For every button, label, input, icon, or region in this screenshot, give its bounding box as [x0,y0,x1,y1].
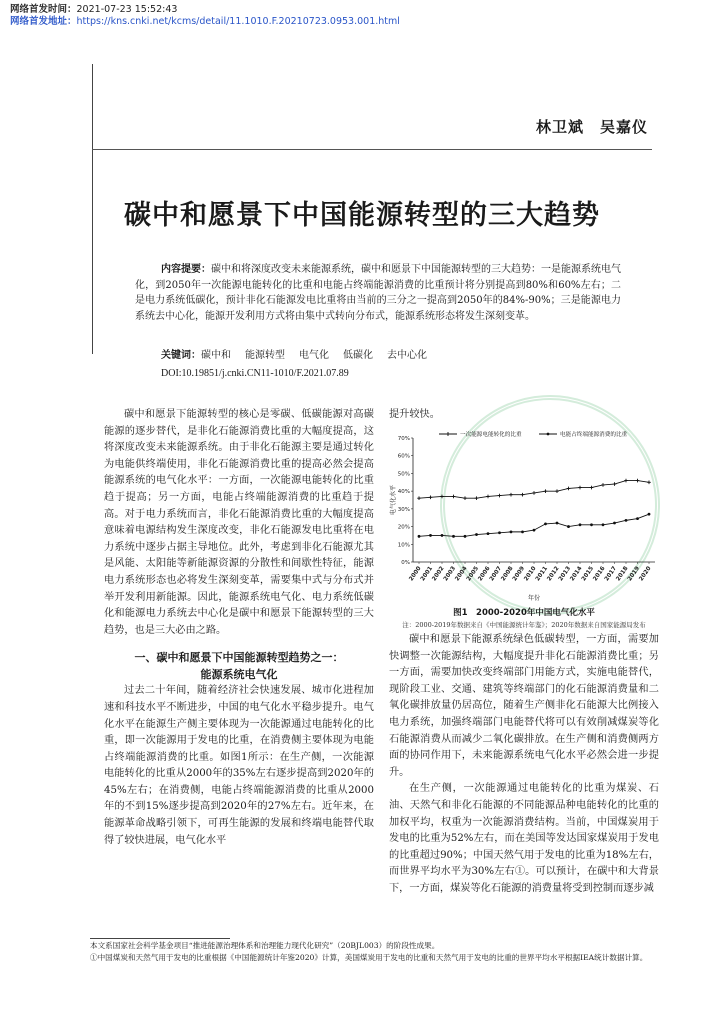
right-column-bottom [389,632,659,898]
decorative-horizontal-rule [92,149,652,150]
data-point [602,523,605,526]
series-line [419,514,649,536]
keyword: 电气化 [299,350,329,361]
data-point [532,491,536,495]
electrification-chart [389,428,661,606]
doi: DOI:10.19851/j.cnki.CN11-1010/F.2021.07.89 [161,368,349,379]
data-point [441,534,444,537]
x-tick-label: 2014 [569,565,584,583]
data-point [567,487,571,491]
keyword: 能源转型 [245,350,285,361]
data-point [452,535,455,538]
data-point [464,535,467,538]
data-point [590,523,593,526]
data-point [578,486,582,490]
y-axis-label: 电气化水平 [390,484,397,516]
x-tick-label: 2016 [592,565,607,583]
x-axis-label: 年份 [527,595,541,602]
data-point [544,523,547,526]
keyword: 去中心化 [387,350,427,361]
x-tick-label: 2018 [615,565,630,583]
online-first-time-label: 网络首发时间： [10,4,77,15]
keywords [161,348,441,363]
authors: 林卫斌 吴嘉仪 [535,118,648,136]
data-point [625,519,628,522]
keywords-label: 关键词： [161,350,201,361]
paragraph: 碳中和愿景下能源系统绿色低碳转型，一方面，需要加快调整一次能源结构，大幅度提升非化石能源消费比重；另一方面，需要加快改变终端部门用能方式，实施电能替代，现阶段工业、交通、建筑等终端部门的化石能源消费量和二氧化碳排放量仍居高位，随着生产侧非化石能源大比例接入电力系统，加强终端部门电能替代将可以有效削减煤炭等化石能源消费从而减少二氧化碳排放。在生产侧和消费侧两方面的协同作用下，未来能源系统电气化水平必然会进一步提升。 [389,634,659,778]
keyword: 低碳化 [343,350,373,361]
data-point [510,530,513,533]
data-point [624,479,628,483]
data-point [429,534,432,537]
y-tick-label: 60% [397,453,410,460]
data-point [417,496,421,500]
x-tick-label: 2020 [638,565,653,583]
x-tick-label: 2000 [408,565,423,583]
x-tick-label: 2008 [500,565,515,583]
online-first-address-label: 网络首发地址： [10,16,77,27]
data-point [544,489,548,493]
x-tick-label: 2010 [523,565,538,583]
footnote-rule [90,938,230,939]
data-point [452,495,456,499]
data-point [648,513,651,516]
right-column-top [389,407,659,424]
x-tick-label: 2015 [580,565,596,583]
y-tick-label: 40% [397,489,410,496]
data-point [498,531,501,534]
x-tick-label: 2005 [465,565,481,583]
y-tick-label: 70% [397,436,410,442]
data-point [429,496,433,500]
data-point [601,483,605,487]
x-tick-label: 2011 [534,565,550,583]
article-title: 碳中和愿景下中国能源转型的三大趋势 [124,200,600,231]
online-first-address-link[interactable]: https://kns.cnki.net/kcms/detail/11.1010.F.20210723.0953.001.html [76,16,400,27]
abstract-text: 碳中和将深度改变未来能源系统，碳中和愿景下中国能源转型的三大趋势：一是能源系统电气化，到2050年一次能源电能转化的比重和电能占终端能源消费的比重预计将分别提高到80%和60%左右；二是电力系统低碳化，预计非化石能源发电比重将由当前的三分之一提高到2050年的84%-90%；三是能源电力系统去中心化，能源开发利用方式将由集中式转向分布式，能源系统形态将发生深刻变革。 [135,264,621,322]
paragraph: 提升较快。 [389,409,440,420]
y-tick-label: 20% [397,524,410,531]
x-tick-label: 2019 [626,565,642,583]
figure-note: 注：2000-2019年数据来自《中国能源统计年鉴》；2020年数据来自国家能源局发布 [402,621,646,629]
y-tick-label: 50% [397,471,410,478]
data-point [567,525,570,528]
data-point [579,523,582,526]
section-heading-line2: 能源系统电气化 [200,668,278,682]
data-point [613,522,616,525]
y-tick-label: 10% [397,542,410,549]
data-point [556,522,559,525]
abstract-label: 内容提要： [161,264,211,275]
data-point [521,530,524,533]
legend-label: 一次能源电能转化的比重 [460,432,522,438]
x-tick-label: 2002 [431,565,446,583]
data-point [486,495,490,499]
keyword: 碳中和 [201,350,231,361]
x-tick-label: 2013 [557,565,573,583]
x-tick-label: 2012 [546,565,561,583]
data-point [475,533,478,536]
data-point [647,480,651,484]
data-point [463,496,467,500]
x-tick-label: 2006 [477,565,492,583]
data-point [533,529,536,532]
y-tick-label: 0% [401,560,410,566]
paragraph: 在生产侧，一次能源通过电能转化的比重为煤炭、石油、天然气和非化石能源的不同能源品种电能转化的比重的加权平均，权重为一次能源消费结构。当前，中国煤炭用于发电的比重为52%左右，而在美国等发达国家煤炭用于发电的比重超过90%；中国天然气用于发电的比重为18%左右，而世界平均水平为30%左右①。可以预计，在碳中和大背景下，一方面，煤炭等化石能源的消费量将受到控制而逐步减 [389,783,659,894]
data-point [613,482,617,486]
online-first-time [10,4,177,16]
data-point [509,493,513,497]
legend-marker [446,432,450,436]
paragraph: 碳中和愿景下能源转型的核心是零碳、低碳能源对高碳能源的逐步替代，是非化石能源消费比重的大幅度提高，这将深度改变未来能源系统。由于非化石能源主要是通过转化为电能供终端使用，非化石能源消费比重的提高必然会提高能源系统的电气化水平：一方面，一次能源电能转化的比重趋于提高；另一方面，电能占终端能源消费的比重趋于提高。对于电力系统而言，非化石能源消费比重的大幅度提高意味着电源结构发生深度改变，非化石能源发电比重将在电力系统中逐步占据主导地位。此外，考虑到非化石能源尤其是风能、太阳能等新能源资源的分散性和间歇性特征，能源电力系统形态也必将发生深刻变革，需要集中式与分布式并举开发利用新能源。因此，能源系统电气化、电力系统低碳化和能源电力系统去中心化是碳中和愿景下能源转型的三大趋势，也是三大必由之路。 [104,409,374,636]
data-point [475,496,479,500]
data-point [636,517,639,520]
data-point [636,479,640,483]
fund-note: 本文系国家社会科学基金项目“推进能源治理体系和治理能力现代化研究”（20BJL003）的阶段性成果。 [90,941,440,950]
data-point [418,535,421,538]
data-point [487,532,490,535]
x-tick-label: 2007 [488,565,504,583]
left-column [104,407,374,849]
data-point [521,493,525,497]
data-point [590,486,594,490]
x-tick-label: 2003 [442,565,458,583]
figure-caption: 图1 2000-2020年中国电气化水平 [453,608,595,618]
data-point [440,495,444,499]
x-tick-label: 2001 [419,565,435,583]
x-tick-label: 2009 [511,565,527,583]
online-first-address[interactable] [10,16,400,28]
x-tick-label: 2004 [454,565,469,583]
footnotes [90,940,664,964]
abstract [135,262,621,324]
legend-label: 电能占终端能源消费的比重 [560,432,628,438]
x-tick-label: 2017 [603,565,619,583]
section-heading-line1: 一、碳中和愿景下中国能源转型趋势之一： [134,651,344,665]
footnote-1: ①中国煤炭和天然气用于发电的比重根据《中国能源统计年鉴2020》计算，美国煤炭用于发电的比重和天然气用于发电的比重的世界平均水平根据IEA统计数据计算。 [90,953,648,962]
legend-marker [547,433,550,436]
online-first-time-value: 2021-07-23 15:52:43 [76,4,178,15]
data-point [555,489,559,493]
y-tick-label: 30% [397,506,410,513]
data-point [498,494,502,498]
paragraph: 过去二十年间，随着经济社会快速发展、城市化进程加速和科技水平不断进步，中国的电气化水平稳步提升。电气化水平在能源生产侧主要体现为一次能源通过电能转化的比重，即一次能源用于发电的比重，在消费侧主要体现为电能占终端能源消费的比重。如图1所示：在生产侧，一次能源电能转化的比重从2000年的35%左右逐步提高到2020年的45%左右；在消费侧，电能占终端能源消费的比重从2000年的不到15%逐步提高到2020年的27%左右。近年来，在能源革命战略引领下，可再生能源的发展和终端电能替代取得了较快进展，电气化水平 [104,685,374,846]
